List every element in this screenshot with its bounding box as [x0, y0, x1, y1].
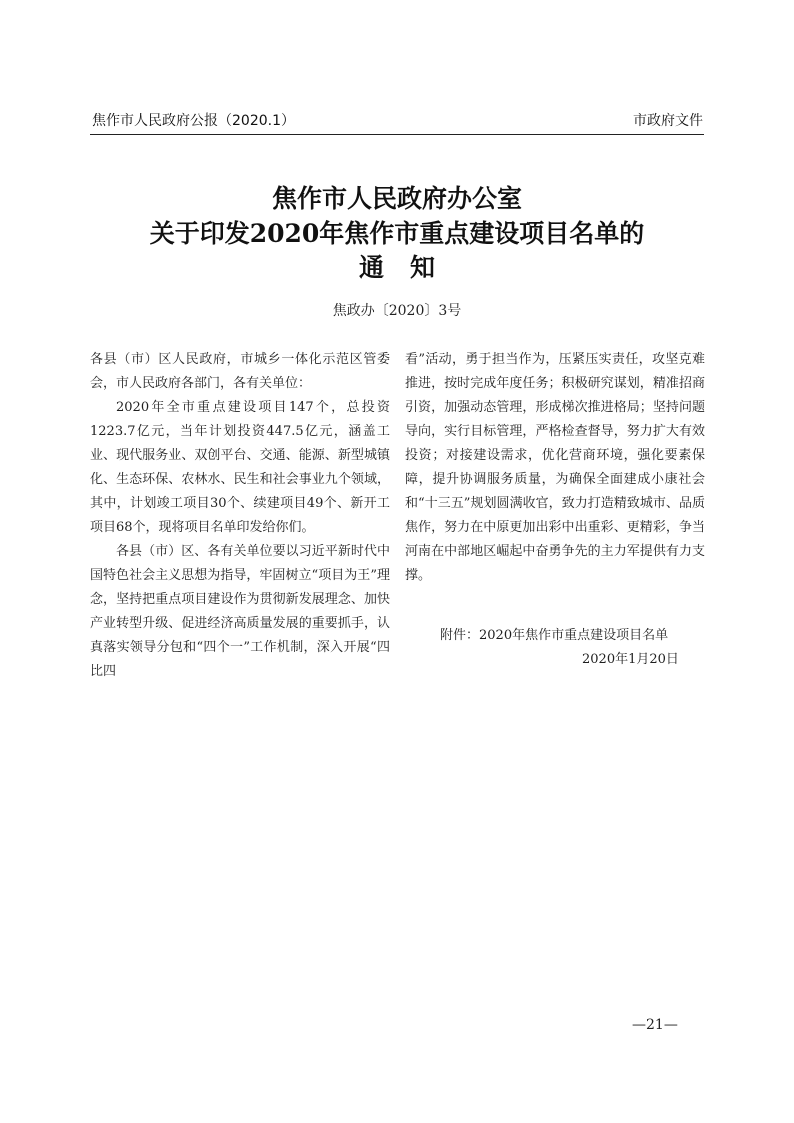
document-title-line1: 焦作市人民政府办公室: [271, 184, 522, 213]
header-divider: [90, 134, 704, 135]
document-title-line2: 关于印发2020年焦作市重点建设项目名单的: [149, 219, 645, 248]
title-char-1: 通: [358, 253, 384, 282]
body-left-column: [90, 348, 390, 684]
title-char-2: 知: [410, 253, 436, 282]
document-title-line3: [90, 252, 704, 284]
attachment-note: 附件：2020年焦作市重点建设项目名单: [440, 628, 669, 643]
publication-title: 焦作市人民政府公报（2020.1）: [92, 113, 295, 129]
page-number: —21—: [632, 1017, 678, 1033]
salutation: 各县（市）区人民政府，市城乡一体化示范区管委会，市人民政府各部门，各有关单位：: [90, 352, 390, 391]
section-label: 市政府文件: [633, 113, 703, 129]
body-paragraph: 各县（市）区、各有关单位要以习近平新时代中国特色社会主义思想为指导，牢固树立“项目为王”理念，坚持把重点项目建设作为贯彻新发展理念、加快产业转型升级、促进经济高质量发展的重要抓手，认真落实领导分包和“四个一”工作机制，深入开展“四比四: [90, 544, 390, 679]
issue-date: 2020年1月20日: [582, 652, 679, 667]
body-paragraph-continued: 看”活动，勇于担当作为，压紧压实责任，攻坚克难推进，按时完成年度任务；积极研究谋划，精准招商引资，加强动态管理，形成梯次推进格局；坚持问题导向，实行目标管理，严格检查督导，努力扩大有效投资；对接建设需求，优化营商环境，强化要素保障，提升协调服务质量，为确保全面建成小康社会和“十三五”规划圆满收官，致力打造精致城市、品质焦作，努力在中原更加出彩中出重彩、更精彩，争当河南在中部地区崛起中奋勇争先的主力军提供有力支撑。: [405, 352, 705, 583]
body-right-column: [405, 348, 705, 588]
document-number: 焦政办〔2020〕3号: [332, 303, 462, 319]
body-paragraph: 2020年全市重点建设项目147个，总投资1223.7亿元，当年计划投资447.5亿元，涵盖工业、现代服务业、双创平台、交通、能源、新型城镇化、生态环保、农林水、民生和社会事业九个领域，其中，计划竣工项目30个、续建项目49个、新开工项目68个，现将项目名单印发给你们。: [90, 400, 390, 535]
